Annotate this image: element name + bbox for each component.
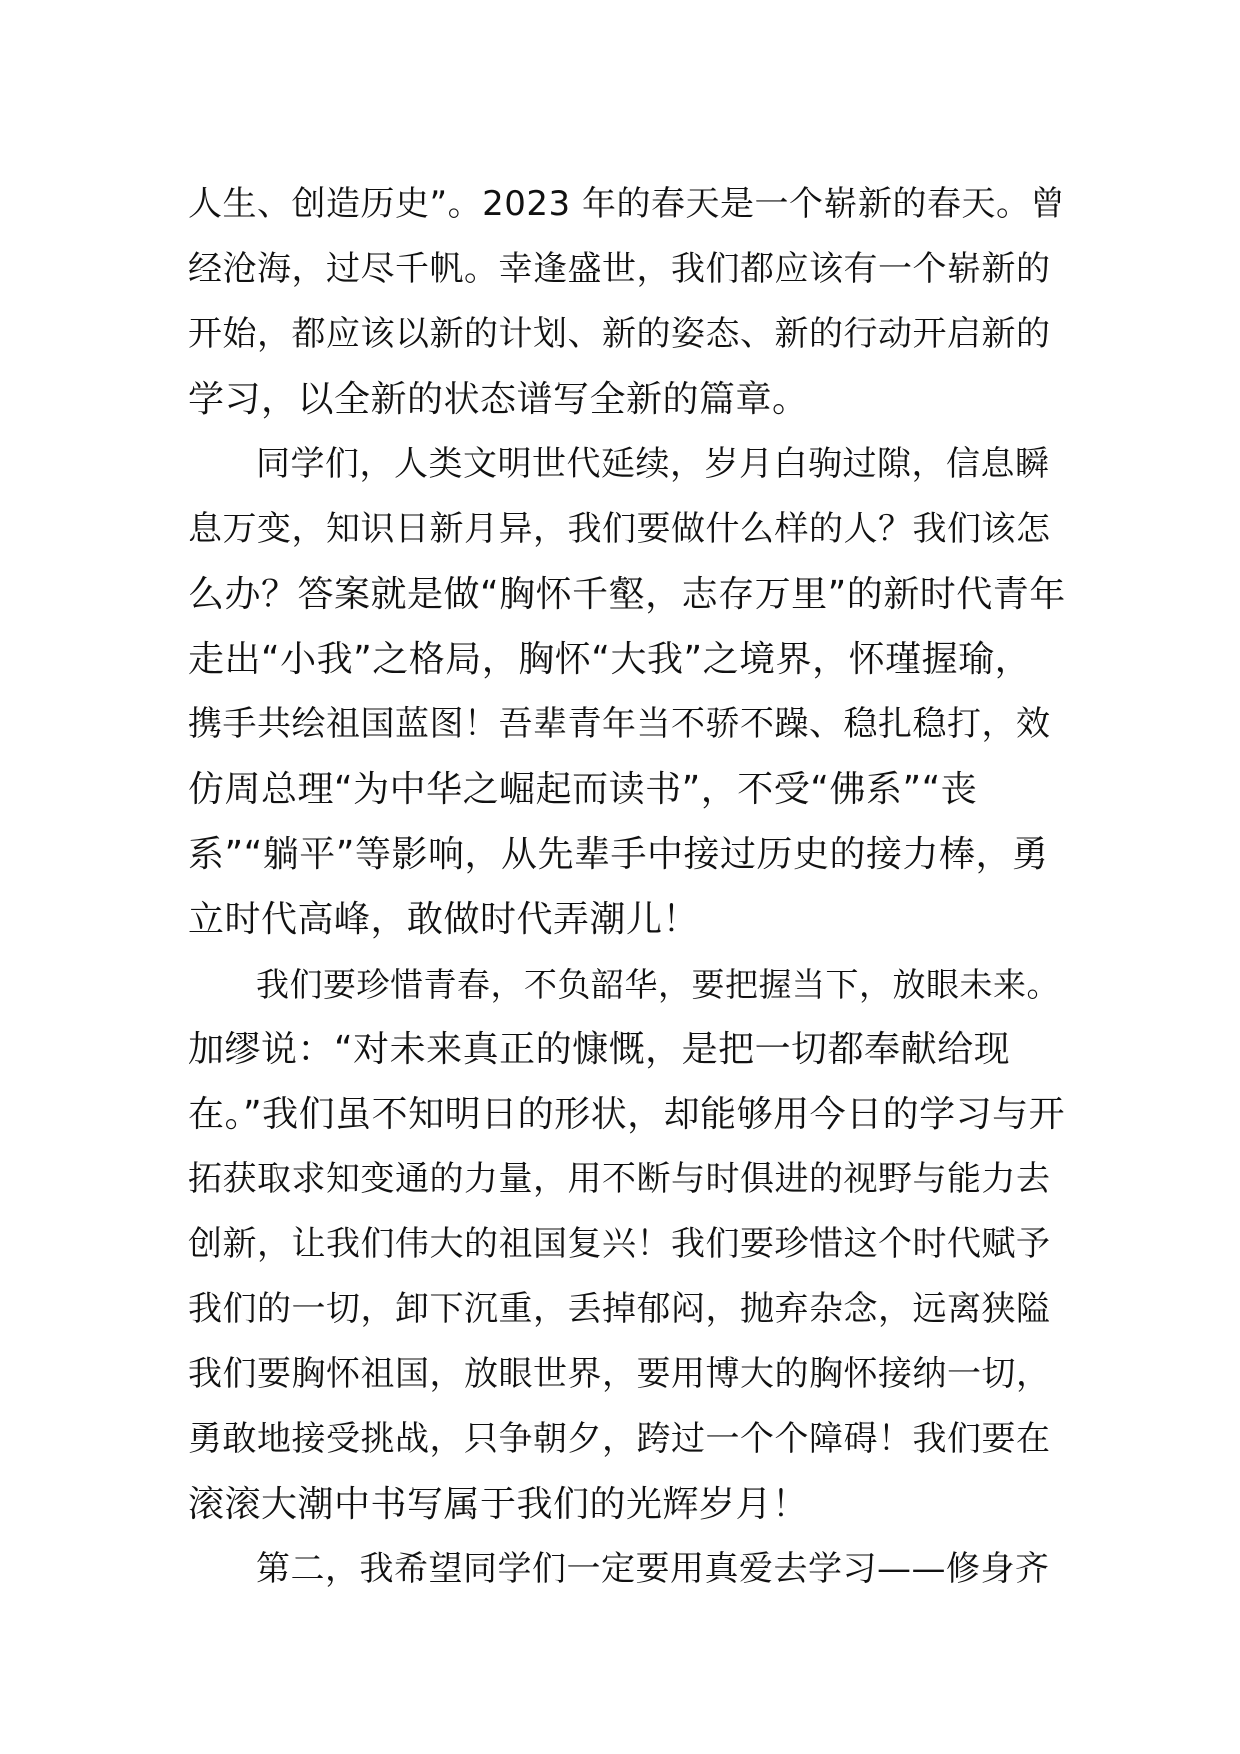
text-line: 勇敢地接受挑战，只争朝夕，跨过一个个障碍！我们要在 <box>188 1419 1051 1459</box>
text-line: 我们要胸怀祖国，放眼世界，要用博大的胸怀接纳一切， <box>188 1354 1051 1394</box>
text-line: 开始，都应该以新的计划、新的姿态、新的行动开启新的 <box>188 314 1051 354</box>
document-body <box>188 172 1068 1602</box>
text-line: 学习，以全新的状态谱写全新的篇章。 <box>188 379 809 420</box>
text-line: 我们的一切，卸下沉重，丢掉郁闷，抛弃杂念，远离狭隘 <box>188 1289 1051 1329</box>
text-line: 走出“小我”之格局，胸怀“大我”之境界，怀瑾握瑜， <box>188 639 1032 680</box>
text-line: 滚滚大潮中书写属于我们的光辉岁月！ <box>188 1484 809 1525</box>
text-line: 息万变，知识日新月异，我们要做什么样的人？我们该怎 <box>188 509 1051 549</box>
paragraph-first-line: 第二，我希望同学们一定要用真爱去学习——修身齐 <box>256 1549 1050 1589</box>
text-line: 立时代高峰，敢做时代弄潮儿！ <box>188 899 700 940</box>
text-line: 携手共绘祖国蓝图！吾辈青年当不骄不躁、稳扎稳打，效 <box>188 704 1051 744</box>
text-line: 经沧海，过尽千帆。幸逢盛世，我们都应该有一个崭新的 <box>188 249 1051 289</box>
text-line: 仿周总理“为中华之崛起而读书”，不受“佛系”“丧 <box>188 769 978 810</box>
text-line: 系”“躺平”等影响，从先辈手中接过历史的接力棒，勇 <box>188 834 1049 875</box>
paragraph-first-line: 同学们，人类文明世代延续，岁月白驹过隙，信息瞬 <box>256 444 1050 484</box>
paragraph-first-line: 我们要珍惜青春，不负韶华，要把握当下，放眼未来。 <box>256 965 1060 1004</box>
text-line: 人生、创造历史”。2023 年的春天是一个崭新的春天。曾 <box>188 184 1065 224</box>
text-line: 拓获取求知变通的力量，用不断与时俱进的视野与能力去 <box>188 1159 1051 1199</box>
text-line: 么办？答案就是做“胸怀千壑，志存万里”的新时代青年 <box>188 574 1066 615</box>
text-line: 加缪说：“对未来真正的慷慨，是把一切都奉献给现 <box>188 1029 1011 1070</box>
text-line: 创新，让我们伟大的祖国复兴！我们要珍惜这个时代赋予 <box>188 1224 1051 1264</box>
text-line: 在。”我们虽不知明日的形状，却能够用今日的学习与开 <box>188 1094 1066 1135</box>
